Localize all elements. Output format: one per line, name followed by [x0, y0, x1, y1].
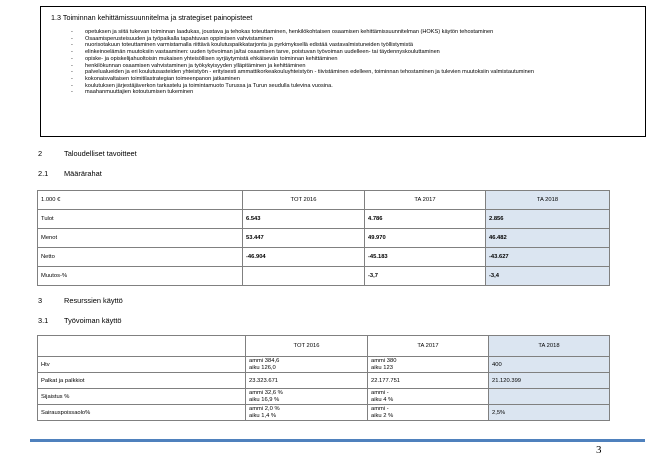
list-item: - henkilökunnan osaamisen vahvistaminen ja työkykyisyyden ylläpitäminen ja kehittäminen [71, 63, 637, 70]
table-cell [489, 405, 610, 421]
table-row [38, 373, 610, 389]
table-cell [368, 389, 489, 405]
table-cell: 2.856 [486, 210, 610, 229]
column-header: TA 2017 [368, 336, 489, 357]
box-title: 1.3 Toiminnan kehittämissuunnitelma ja strategiset painopisteet [51, 13, 253, 22]
column-header [38, 336, 246, 357]
table-row [38, 357, 610, 373]
table-row [38, 267, 610, 286]
section-3-heading [38, 296, 123, 305]
workforce-table [37, 335, 610, 421]
table-row [38, 210, 610, 229]
table-cell [246, 357, 368, 373]
row-label: Sairauspoissaolo% [38, 405, 246, 421]
table-row [38, 389, 610, 405]
table-cell [489, 357, 610, 373]
list-item: - opiske- ja opiskelijahuoltoisin mukaisen yhteisöllisen syrjäytymistä ehkäisevän toiminnan kehittäminen [71, 56, 637, 63]
section-number: 3.1 [38, 316, 49, 325]
section-title: Resurssien käyttö [64, 296, 123, 305]
table-row [38, 229, 610, 248]
table-cell [246, 405, 368, 421]
section-number: 3 [38, 296, 43, 305]
table-cell: -3,7 [365, 267, 486, 286]
cell-line: ammi - [371, 389, 389, 396]
table-cell [368, 405, 489, 421]
table-cell [368, 373, 489, 389]
column-header: TA 2017 [365, 191, 486, 210]
cell-line: 21.120.399 [492, 377, 522, 384]
table-cell: -43.627 [486, 248, 610, 267]
cell-line: aiku 16,9 % [249, 396, 280, 403]
table-cell: -46.904 [243, 248, 365, 267]
strategy-list [71, 29, 637, 96]
table-cell: 46.482 [486, 229, 610, 248]
table-cell [246, 373, 368, 389]
list-item: - Osaamisperusteisuuden ja työpaikalla tapahtuvan oppimisen vahvistaminen [71, 36, 637, 43]
table-cell: 4.786 [365, 210, 486, 229]
row-label: Menot [38, 229, 243, 248]
section-title: Määrärahat [64, 169, 102, 178]
cell-line: aiku 1,4 % [249, 412, 277, 419]
footer-divider [30, 439, 645, 442]
cell-line: aiku 123 [371, 364, 393, 371]
page-number: 3 [596, 444, 602, 456]
list-item: - maahanmuuttajien kotoutumisen tukeminen [71, 89, 637, 96]
cell-line: 400 [492, 361, 502, 368]
cell-line: 23.323.671 [249, 377, 279, 384]
cell-line: 2,5% [492, 409, 506, 416]
table-cell [243, 267, 365, 286]
section-number: 2.1 [38, 169, 49, 178]
table-row [38, 248, 610, 267]
list-item: - palvelualueiden ja eri koulutusasteiden yhteistyön - erityisesti ammattikorkeakouluyhteistyön - tiivistäminen edelleen, toiminnan tehostaminen ja tulevien muutoksiin valmistautuminen [71, 69, 637, 76]
section-2-1-heading [38, 169, 102, 178]
cell-line: ammi 384,6 [249, 357, 280, 364]
cell-line: 22.177.751 [371, 377, 401, 384]
table-cell [489, 389, 610, 405]
list-item: - nuorisotakuun toteuttaminen varmistamalla riittävä koulutuspaikkatarjonta ja pyrkimyksellä edistää vastavalmistuneiden työllistymistä [71, 42, 637, 49]
table-row [38, 405, 610, 421]
cell-line: aiku 4 % [371, 396, 394, 403]
budget-table [37, 190, 610, 286]
table-cell [489, 373, 610, 389]
section-title: Työvoiman käyttö [64, 316, 122, 325]
list-item: - kokonaisvaltaisen toimitilastrategian toimeenpanon jatkaminen [71, 76, 637, 83]
table-header-row [38, 336, 610, 357]
table-cell: -3,4 [486, 267, 610, 286]
cell-line: ammi 2,0 % [249, 405, 280, 412]
table-cell: 53.447 [243, 229, 365, 248]
section-2-heading [38, 149, 137, 158]
table-cell: 49.970 [365, 229, 486, 248]
column-header: TOT 2016 [246, 336, 368, 357]
row-label: Tulot [38, 210, 243, 229]
list-item: - elinkeinoelämän muutoksiin vastaaminen: uuden työvoiman ja/tai osaamisen tarve, poistuvan työvoiman uudelleen- tai täydennyskouluttaminen [71, 49, 637, 56]
strategy-box [40, 6, 646, 137]
table-cell [368, 357, 489, 373]
section-number: 2 [38, 149, 43, 158]
column-header: TA 2018 [489, 336, 610, 357]
column-header: TA 2018 [486, 191, 610, 210]
row-label: Muutos-% [38, 267, 243, 286]
row-label: Sijaistus % [38, 389, 246, 405]
section-3-1-heading [38, 316, 122, 325]
list-item: - koulutuksen järjestäjäverkon tarkastelu ja toimintamuoto Turussa ja Turun seudulla tulevina vuosina. [71, 83, 637, 90]
table-cell [246, 389, 368, 405]
cell-line: aiku 2 % [371, 412, 394, 419]
row-label: Htv [38, 357, 246, 373]
cell-line: ammi 380 [371, 357, 397, 364]
table-header-row [38, 191, 610, 210]
list-item: - opetuksen ja siitä tukevan toiminnan laadukas, joustava ja tehokas toteuttaminen, henkilökohtaisen osaamisen kehittämissuunnitelman (HOKS) käytön tehostaminen [71, 29, 637, 36]
row-label: Netto [38, 248, 243, 267]
cell-line: ammi - [371, 405, 389, 412]
cell-line: ammi 32,6 % [249, 389, 283, 396]
row-label: Palkat ja palkkiot [38, 373, 246, 389]
table-cell: -45.183 [365, 248, 486, 267]
table-cell: 6.543 [243, 210, 365, 229]
section-title: Taloudelliset tavoitteet [64, 149, 137, 158]
column-header: 1.000 € [38, 191, 243, 210]
column-header: TOT 2016 [243, 191, 365, 210]
cell-line: aiku 126,0 [249, 364, 276, 371]
